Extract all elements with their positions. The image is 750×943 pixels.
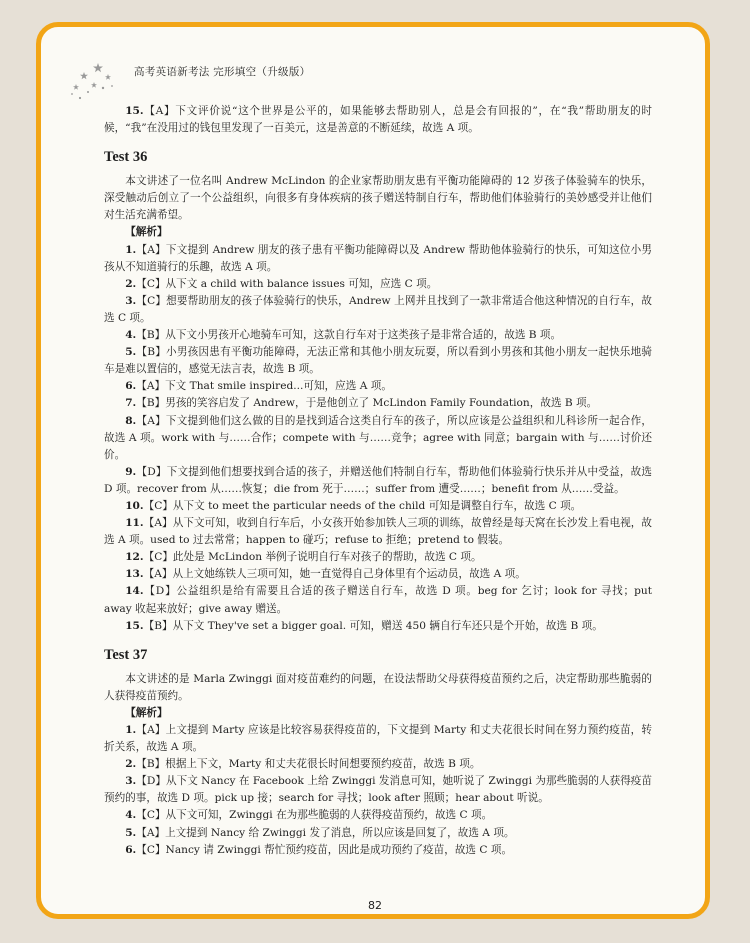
answer-item [104, 825, 652, 842]
page-content [104, 103, 652, 859]
test-36-title: Test 36 [104, 149, 148, 166]
analysis-label: 【解析】 [125, 226, 168, 239]
answer-item [104, 807, 652, 824]
answer-item [104, 378, 652, 395]
answer-text: 【A】上文提到 Nancy 给 Zwinggi 发了消息，所以应该是回复了，故选 A 项。 [136, 826, 515, 839]
answer-text: 【C】从下文 a child with balance issues 可知，应选 C 项。 [136, 277, 438, 290]
answer-item [104, 464, 652, 498]
answer-number: 6. [125, 843, 137, 856]
test-36-answers [104, 242, 652, 635]
test-37-answers [104, 722, 652, 859]
answer-text: 【B】根据上下文，Marty 和丈夫花很长时间想要预约疫苗，故选 B 项。 [136, 758, 481, 771]
answer-number: 4. [125, 329, 137, 342]
test-37-summary: 本文讲述的是 Marla Zwinggi 面对疫苗难约的问题，在设法帮助父母获得疫苗预约之后，决定帮助那些脆弱的人获得疫苗预约。 [104, 672, 652, 702]
answer-item [104, 344, 652, 378]
answer-number: 5. [125, 346, 137, 359]
answer-item [104, 842, 652, 859]
stars-decoration-icon [68, 60, 118, 105]
answer-text: 【A】下文提到他们这么做的目的是找到适合这类自行车的孩子，所以应该是公益组织和儿科诊所一起合作，故选 A 项。work with 与……合作；compete with 与……竞争；agree with 同意；bargain with 与……讨价还价。 [104, 414, 652, 461]
answer-item [104, 549, 652, 566]
answer-number: 2. [125, 277, 137, 290]
answer-text: 【C】Nancy 请 Zwinggi 帮忙预约疫苗，因此是成功预约了疫苗，故选 C 项。 [136, 843, 513, 856]
answer-number: 3. [125, 775, 137, 788]
answer-text: 【C】从下文 to meet the particular needs of the child 可知是调整自行车，故选 C 项。 [143, 499, 582, 512]
answer-item [104, 773, 652, 807]
answer-item [104, 722, 652, 756]
answer-number: 15. [125, 619, 144, 632]
answer-item [104, 413, 652, 464]
answer-number: 8. [125, 414, 137, 427]
answer-text: 【D】公益组织是给有需要且合适的孩子赠送自行车，故选 D 项。beg for 乞讨；look for 寻找；put away 收起来放好；give away 赠送。 [104, 585, 652, 615]
answer-number: 12. [125, 551, 144, 564]
book-title: 高考英语新考法 完形填空（升级版） [134, 66, 311, 78]
answer-item [104, 498, 652, 515]
answer-item [104, 327, 652, 344]
answer-item: 15.【A】下文评价说“这个世界是公平的，如果能够去帮助别人，总是会有回报的”，在“我”帮助朋友的时候，“我”在没用过的钱包里发现了一百美元，这是善意的不断延续，故选 A 项。 [104, 105, 652, 135]
answer-text: 【D】从下文 Nancy 在 Facebook 上给 Zwinggi 发消息可知，她听说了 Zwinggi 为那些脆弱的人获得疫苗预约的事，故选 D 项。pick up 接；search for 寻找；look after 照顾；hear about 听说。 [104, 775, 652, 805]
answer-number: 1. [125, 724, 137, 736]
answer-number: 9. [125, 465, 137, 478]
answer-text: 【A】下文提到 Andrew 朋友的孩子患有平衡功能障碍以及 Andrew 帮助他体验骑行的快乐，可知这位小男孩从不知道骑行的乐趣，故选 A 项。 [104, 243, 652, 273]
answer-item [104, 276, 652, 293]
answer-text: 【B】从下文小男孩开心地骑车可知，这款自行车对于这类孩子是非常合适的，故选 B 项。 [136, 329, 562, 342]
page-number: 82 [368, 899, 382, 912]
answer-text: 【B】小男孩因患有平衡功能障碍，无法正常和其他小朋友玩耍，所以看到小男孩和其他小朋友一起快乐地骑车是难以置信的，感觉无法言表，故选 B 项。 [104, 346, 652, 376]
answer-item [104, 618, 652, 635]
answer-text: 【B】从下文 They've set a bigger goal. 可知，赠送 450 辆自行车还只是个开始，故选 B 项。 [143, 619, 603, 632]
answer-number: 3. [125, 294, 137, 307]
answer-item [104, 395, 652, 412]
answer-number: 13. [125, 568, 144, 581]
analysis-label: 【解析】 [125, 706, 168, 719]
answer-number: 1. [125, 243, 137, 256]
answer-text: 【A】下文 That smile inspired...可知，应选 A 项。 [136, 380, 392, 393]
answer-number: 4. [125, 809, 137, 822]
answer-item [104, 242, 652, 276]
answer-number: 14. [125, 585, 144, 598]
answer-text: 【A】上文提到 Marty 应该是比较容易获得疫苗的，下文提到 Marty 和丈夫花很长时间在努力预约疫苗，转折关系，故选 A 项。 [104, 724, 652, 754]
answer-item [104, 293, 652, 327]
answer-number: 11. [125, 517, 144, 530]
answer-item [104, 515, 652, 549]
answer-number: 6. [125, 380, 137, 393]
answer-text: 【C】此处是 McLindon 举例子说明自行车对孩子的帮助，故选 C 项。 [143, 551, 482, 564]
answer-text: 【B】男孩的笑容启发了 Andrew，于是他创立了 McLindon Family Foundation，故选 B 项。 [136, 397, 598, 410]
answer-text: 【D】下文提到他们想要找到合适的孩子，并赠送他们特制自行车，帮助他们体验骑行快乐并从中受益，故选 D 项。recover from 从……恢复；die from 死于……；suffer from 遭受……；benefit from 从……受益。 [104, 465, 652, 495]
page-header [58, 58, 458, 108]
answer-number: 5. [125, 826, 137, 839]
test-36-summary: 本文讲述了一位名叫 Andrew McLindon 的企业家帮助朋友患有平衡功能障碍的 12 岁孩子体验骑车的快乐，深受触动后创立了一个公益组织，向很多有身体疾病的孩子赠送特制自行车，帮助他们体验骑行的美妙感受并让他们对生活充满希望。 [104, 175, 652, 222]
answer-text: 【C】从下文可知，Zwinggi 在为那些脆弱的人获得疫苗预约，故选 C 项。 [136, 809, 493, 822]
answer-number: 7. [125, 397, 137, 410]
answer-item [104, 566, 652, 583]
answer-item [104, 583, 652, 617]
answer-number: 10. [125, 499, 144, 512]
answer-text: 【A】从下文可知，收到自行车后，小女孩开始参加铁人三项的训练，故曾经是每天窝在长沙发上看电视，故选 A 项。used to 过去常常；happen to 碰巧；refuse to 拒绝；pretend to 假装。 [104, 517, 652, 547]
test-37-title: Test 37 [104, 646, 148, 663]
answer-text: 【A】从上文她练铁人三项可知，她一直觉得自己身体里有个运动员，故选 A 项。 [143, 568, 526, 581]
answer-number: 2. [125, 758, 137, 771]
answer-text: 【C】想要帮助朋友的孩子体验骑行的快乐，Andrew 上网并且找到了一款非常适合他这种情况的自行车，故选 C 项。 [104, 294, 652, 324]
answer-item [104, 756, 652, 773]
